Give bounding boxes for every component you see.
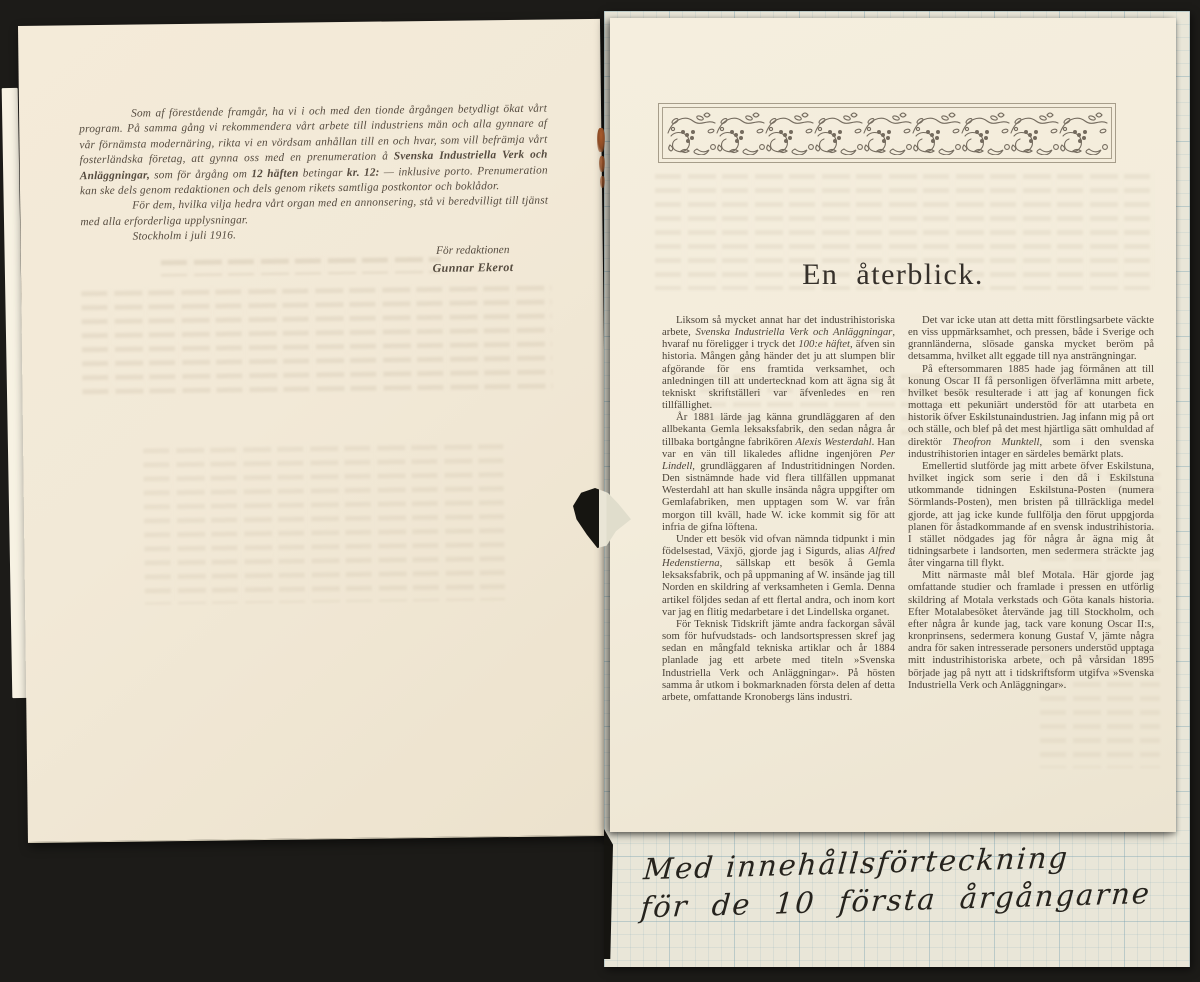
paragraph: För dem, hvilka vilja hedra vårt organ med en annonsering, stå vi beredvilligt till tjänst med alla erforderliga upplysningar. (80, 194, 549, 229)
show-through-ghost (81, 282, 552, 398)
handwritten-note (639, 836, 1165, 927)
text-column-1 (662, 314, 895, 784)
right-page (610, 18, 1176, 832)
page-title: En återblick. (802, 258, 984, 291)
paragraph: Mitt närmaste mål blef Motala. Här gjorde jag omfattande studier och framlade i pressen en utförlig skildring af Motala verkstads och Göta kanals historia. Efter Motalabesöket återvände jag till Stockholm, och efter några år kunde jag, tack vare konung Oscar II:s, kronprinsens, sedermera konung Gustaf V, jämte några andra för saken intresserade personers understöd upptaga mitt industrihistoriska arbete, och på vårsidan 1895 började jag på nytt att i tidskriftsform utgifva »Svenska Industriella Verk och Anläggningar». (908, 569, 1154, 691)
paragraph: Som af förestående framgår, ha vi i och med den tionde årgången betydligt ökat vårt program. På samma gång vi rekommendera vårt arbete till industriens män och alla gynnare af vår förnämsta modernäring, rikta vi en vördsam anhållan till en och hvar, som vill befrämja vårt fosterländska företag, att gynna oss med en prenumeration å Svenska Industriella Verk och Anläggningar, som för årgång om 12 häften betingar kr. 12: — inklusive porto. Prenumeration kan ske dels genom redaktionen och dels genom rikets samtliga postkontor och boklådor. (79, 102, 548, 198)
signature-role: För redaktionen (436, 244, 510, 257)
paragraph: Emellertid slutförde jag mitt arbete öfver Eskilstuna, hvilket ingick som serie i den då i Eskilstuna utkommande tidningen Eskilstuna-Posten (numera Sörmlands-Posten), men bristen på tillräckliga medel gjorde, att jag icke kunde fullfölja den förut uppgjorda planen för åstadkommande af en svensk industrihistoria. I stället nödgades jag för några år ägna mig åt tidningsarbete i landsorten, men sedermera sträckte jag åter vingarna till flykt. (908, 459, 1154, 570)
text-column-2 (908, 314, 1154, 784)
paragraph: På eftersommaren 1885 hade jag förmånen att till konung Oscar II få personligen öfverlämna mitt arbete, hvilket besök resulterade i att jag af konungen fick mottaga ett pekuniärt understöd för att utarbeta en historik öfver Eskilstunaindustrien. Jag infann mig på ort och ställe, och blef på det mest hjärtliga sätt omhuldad af direktör Theofron Munktell, som i den svenska industrihistorien intager en särdeles bemärkt plats. (908, 362, 1154, 460)
left-page (18, 19, 610, 843)
paragraph: Under ett besök vid ofvan nämnda tidpunkt i min födelsestad, Växjö, gjorde jag i Sigurds, alias Alfred Hedenstierna, sällskap ett besök å Gemla leksaksfabrik, och på uppmaning af W. insände jag till Norden en skildring af verksamheten i Gemla. Denna artikel följdes sedan af ett flertal andra, och inom kort var jag en flitig medarbetare i det Lindellska organet. (662, 532, 895, 618)
paragraph: För Teknisk Tidskrift jämte andra fackorgan såväl som för hufvudstads- och landsortspressen skref jag sedan en mångfald tekniska artiklar och år 1884 planlade jag ett arbete med titeln »Svenska Industriella Verk och Anläggningar». På hösten samma år utkom i bokmarknaden första delen af detta arbete, omfattande Kronobergs läns industri. (662, 617, 895, 703)
ornament-inner-frame (662, 107, 1112, 159)
paragraph: År 1881 lärde jag känna grundläggaren af den allbekanta Gemla leksaksfabrik, den sedan några år tillbaka bortgångne fabrikören Alexis Westerdahl. Han var en vän till likaledes aflidne ingenjören Per Lindell, grundläggaren af Industritidningen Norden. Den sistnämnde hade vid flera tillfällen uppmanat Westerdahl att han skulle insända några uppgifter om Gemlafabriken, men upptagen som W. var från morgon till kväll, hade W. icke kommit sig för att infria de gifna löftena. (662, 411, 895, 533)
text-columns (662, 314, 1154, 784)
signature-name: Gunnar Ekerot (432, 259, 514, 275)
left-page-text (79, 102, 549, 246)
paragraph: Det var icke utan att detta mitt förstlingsarbete väckte en viss uppmärksamhet, och pressen, både i Sverige och grannländerna, slösade ganska mycket beröm på detsamma, hvilket allt eggade till nya ansträngningar. (908, 314, 1154, 363)
rust-stain (599, 156, 605, 172)
signature-block (383, 241, 563, 277)
handwritten-line: för de 10 första årgångarne (639, 876, 1153, 925)
paragraph: Liksom så mycket annat har det industrihistoriska arbete, Svenska Industriella Verk och Anläggningar, hvaraf nu föreligger i tryck det 100:e häftet, äfven sin historia. Mången gång händer det ju att slumpen blir afgörande för ens framtida verksamhet, och anledningen till att undertecknad kom att ägna sig åt tekniskt skriftställeri var äfvenledes en ren tillfällighet. (662, 314, 895, 412)
rust-stain (600, 176, 605, 188)
ornament-border-box (658, 103, 1116, 163)
rust-stain (597, 128, 605, 152)
paragraph: Stockholm i juli 1916. (132, 229, 237, 243)
show-through-ghost (143, 440, 505, 604)
handwritten-line: Med innehållsförteckning (642, 840, 1071, 887)
paper-gap-shadow (604, 829, 613, 959)
floral-ornament-band (667, 111, 1108, 155)
